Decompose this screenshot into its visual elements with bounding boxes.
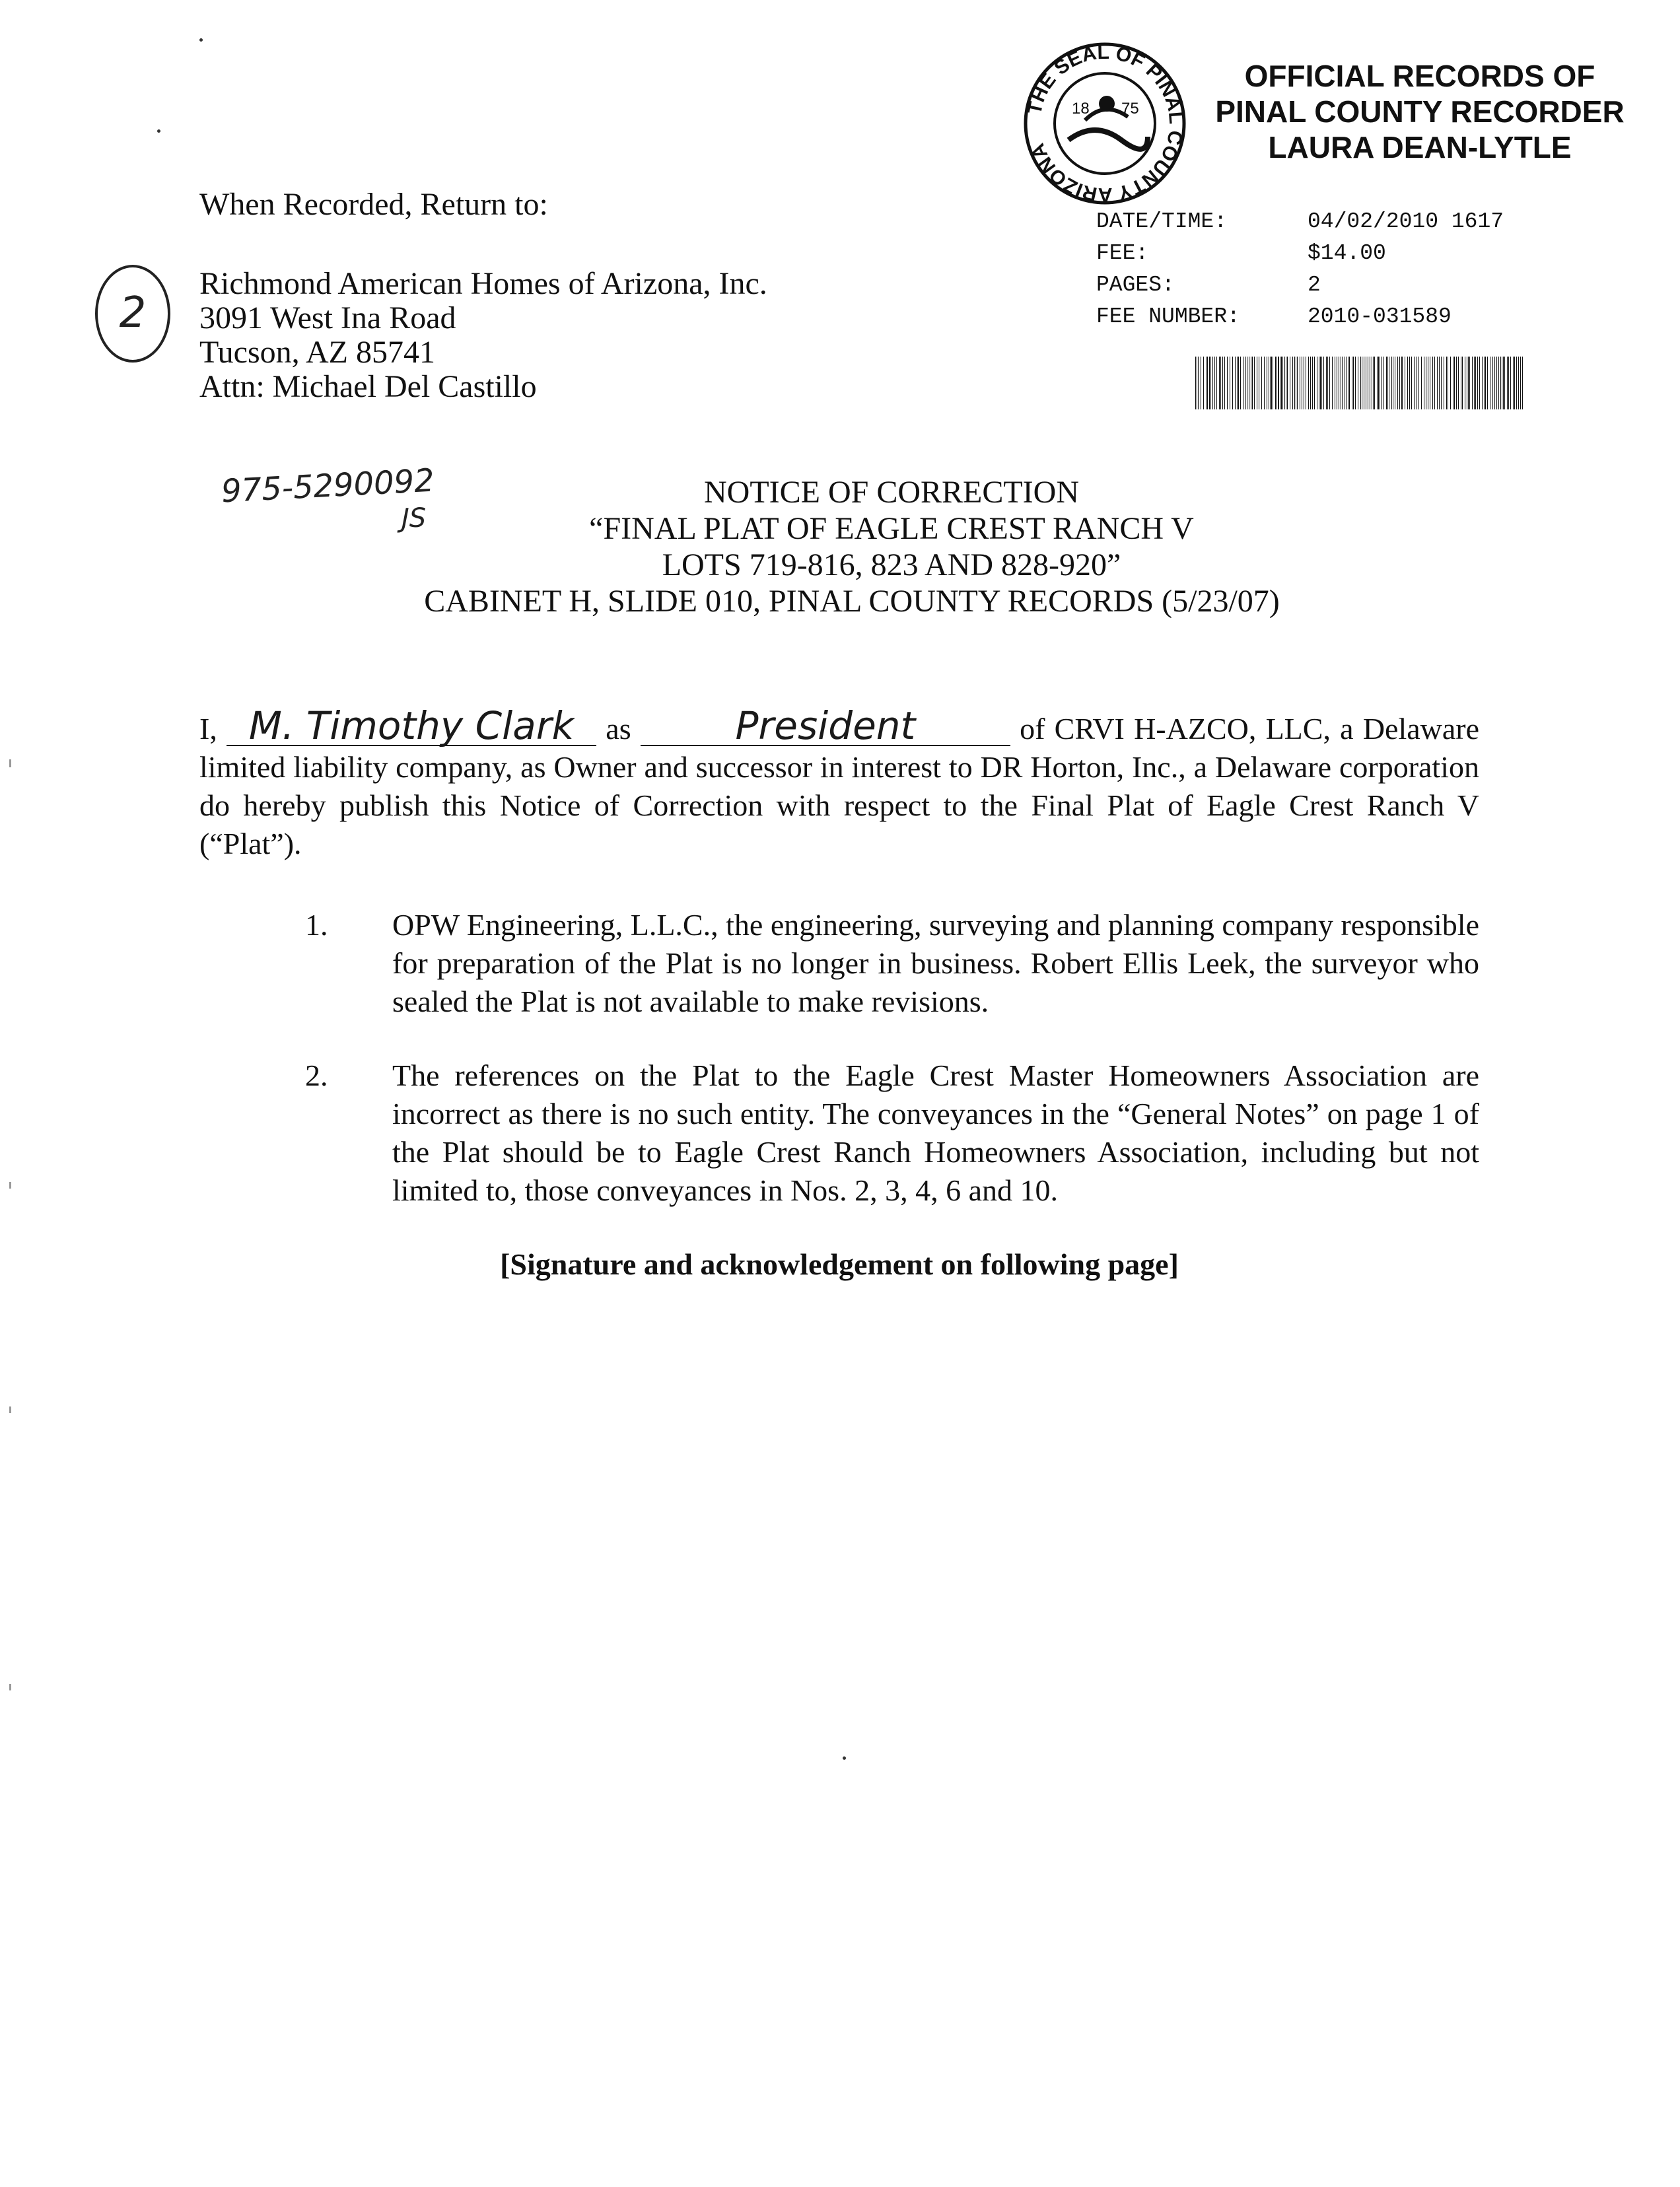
recording-label: FEE: (1096, 241, 1149, 265)
title-line: CABINET H, SLIDE 010, PINAL COUNTY RECORDS (5/23/07) (424, 584, 1280, 619)
handwritten-signer-title: President (641, 707, 1010, 746)
barcode-bar (1314, 357, 1315, 409)
barcode-bar (1485, 357, 1486, 409)
barcode-bar (1210, 357, 1211, 409)
return-to-label: When Recorded, Return to: (199, 187, 548, 222)
list-item (199, 906, 1479, 1021)
scan-margin-mark (9, 1684, 11, 1690)
seal-year-right: 75 (1121, 100, 1139, 118)
barcode-bar (1439, 357, 1440, 409)
barcode-bar (1434, 357, 1435, 409)
barcode-bar (1391, 357, 1392, 409)
barcode-bar (1518, 357, 1519, 409)
recorder-title-line: PINAL COUNTY RECORDER (1215, 94, 1625, 129)
barcode-bar (1329, 357, 1330, 409)
barcode-bar (1381, 357, 1382, 409)
address-line: Richmond American Homes of Arizona, Inc. (199, 266, 767, 301)
barcode-bar (1212, 357, 1213, 409)
address-line: 3091 West Ina Road (199, 300, 456, 335)
barcode-bar (1437, 357, 1438, 409)
barcode-bar (1294, 357, 1295, 409)
barcode-bar (1514, 357, 1515, 409)
barcode-bar (1374, 357, 1375, 409)
barcode-bar (1261, 357, 1262, 409)
barcode-bar (1206, 357, 1207, 409)
recording-value: 04/02/2010 1617 (1308, 209, 1504, 234)
barcode-bar (1510, 357, 1511, 409)
barcode-bar (1310, 357, 1311, 409)
barcode-bar (1220, 357, 1221, 409)
scan-margin-mark (9, 1406, 11, 1413)
barcode-bar (1513, 357, 1514, 409)
recording-row-fee (1096, 238, 1504, 269)
barcode-bar (1386, 357, 1387, 409)
address-line: Tucson, AZ 85741 (199, 335, 435, 370)
recording-row-pages (1096, 269, 1504, 301)
recorder-title-line: OFFICIAL RECORDS OF (1244, 59, 1595, 93)
barcode-bar (1407, 357, 1408, 409)
barcode-bar (1308, 357, 1309, 409)
barcode-bar (1292, 357, 1293, 409)
barcode-bar (1264, 357, 1265, 409)
barcode-bar (1441, 357, 1442, 409)
item-text: OPW Engineering, L.L.C., the engineering, surveying and planning company responsible for preparation of the Plat is no longer in business. Robert Ellis Leek, the surveyor who sealed the Plat is not available to make revisions. (392, 908, 1479, 1018)
barcode-bar (1224, 357, 1225, 409)
recorder-title-line: LAURA DEAN-LYTLE (1268, 130, 1572, 164)
barcode-bar (1327, 357, 1328, 409)
barcode-bar (1275, 357, 1276, 409)
barcode-bar (1520, 357, 1521, 409)
barcode-bar (1332, 357, 1333, 409)
barcode-bar (1323, 357, 1324, 409)
barcode-bar (1508, 357, 1509, 409)
return-address (199, 267, 767, 404)
barcode-bar (1387, 357, 1388, 409)
barcode-bar (1355, 357, 1356, 409)
circled-number-text: 2 (119, 289, 147, 337)
barcode-bar (1484, 357, 1485, 409)
handwritten-initials: JS (402, 503, 427, 534)
barcode-bar (1487, 357, 1488, 409)
intro-prefix: I, (199, 712, 217, 746)
barcode-bar (1492, 357, 1493, 409)
item-number: 2. (305, 1059, 328, 1092)
intro-suffix: of CRVI H-AZCO, LLC, a Delaware limited liability company, as Owner and successor in interest to DR Horton, Inc., a Delaware corporation do hereby publish this Notice of Correction with respect to the Final Plat of Eagle Crest Ranch V (“Plat”). (199, 712, 1480, 860)
barcode (1195, 357, 1525, 409)
title-line: LOTS 719-816, 823 AND 828-920” (662, 547, 1121, 582)
barcode-bar (1278, 357, 1279, 409)
barcode-bar (1482, 357, 1483, 409)
barcode-bar (1475, 357, 1476, 409)
barcode-bar (1281, 357, 1282, 409)
scan-speck (199, 38, 203, 42)
barcode-bar (1203, 357, 1204, 409)
barcode-bar (1287, 357, 1288, 409)
barcode-bar (1219, 357, 1220, 409)
seal-ring-text: THE SEAL OF PINAL COUNTY ARIZONA (1023, 41, 1187, 206)
barcode-bar (1216, 357, 1217, 409)
barcode-bar (1360, 357, 1361, 409)
barcode-bar (1235, 357, 1236, 409)
list-item (199, 1057, 1479, 1210)
signature-note: [Signature and acknowledgement on following page] (500, 1247, 1179, 1281)
barcode-bar (1238, 357, 1239, 409)
barcode-bar (1237, 357, 1238, 409)
document-title (291, 474, 1413, 619)
barcode-bar (1320, 357, 1321, 409)
barcode-bar (1397, 357, 1398, 409)
barcode-bar (1222, 357, 1223, 409)
barcode-bar (1245, 357, 1246, 409)
barcode-bar (1209, 357, 1210, 409)
scan-margin-mark (9, 759, 11, 767)
handwritten-signer-name: M. Timothy Clark (227, 707, 596, 746)
barcode-bar (1399, 357, 1400, 409)
barcode-bar (1377, 357, 1378, 409)
recording-label: FEE NUMBER: (1096, 304, 1240, 329)
scan-margin-mark (9, 1182, 11, 1189)
barcode-bar (1498, 357, 1499, 409)
recording-value: 2010-031589 (1308, 304, 1452, 329)
recording-label: PAGES: (1096, 273, 1175, 297)
barcode-bar (1284, 357, 1285, 409)
barcode-bar (1409, 357, 1410, 409)
barcode-bar (1346, 357, 1347, 409)
barcode-bar (1418, 357, 1419, 409)
barcode-bar (1232, 357, 1233, 409)
barcode-bar (1450, 357, 1451, 409)
barcode-bar (1271, 357, 1272, 409)
seal-year-left: 18 (1072, 100, 1090, 118)
barcode-bar (1198, 357, 1199, 409)
scan-speck (157, 129, 160, 133)
barcode-bar (1282, 357, 1283, 409)
barcode-bar (1312, 357, 1313, 409)
barcode-bar (1383, 357, 1384, 409)
recording-label: DATE/TIME: (1096, 209, 1228, 234)
intro-paragraph (199, 703, 1480, 863)
title-line: “FINAL PLAT OF EAGLE CREST RANCH V (589, 511, 1194, 546)
barcode-bar (1507, 357, 1508, 409)
barcode-bar (1214, 357, 1215, 409)
barcode-bar (1494, 357, 1495, 409)
barcode-bar (1479, 357, 1480, 409)
barcode-bar (1227, 357, 1228, 409)
barcode-bar (1254, 357, 1255, 409)
item-number: 1. (305, 908, 328, 942)
barcode-bar (1321, 357, 1322, 409)
barcode-bar (1500, 357, 1501, 409)
barcode-bar (1297, 357, 1298, 409)
recording-info (1096, 206, 1504, 333)
barcode-bar (1458, 357, 1459, 409)
barcode-bar (1326, 357, 1327, 409)
barcode-bar (1454, 357, 1455, 409)
title-line: NOTICE OF CORRECTION (703, 475, 1079, 510)
barcode-bar (1252, 357, 1253, 409)
barcode-bar (1468, 357, 1469, 409)
recorder-title (1208, 58, 1631, 165)
barcode-bar (1342, 357, 1343, 409)
address-line: Attn: Michael Del Castillo (199, 369, 537, 404)
recording-value: 2 (1308, 273, 1321, 297)
handwritten-file-number: 975-5290092 (220, 462, 435, 510)
county-seal (1022, 41, 1187, 206)
svg-text:THE SEAL OF PINAL COUNTY ARIZO (1024, 42, 1187, 205)
barcode-bar (1353, 357, 1354, 409)
barcode-bar (1462, 357, 1463, 409)
barcode-bar (1474, 357, 1475, 409)
barcode-bar (1469, 357, 1470, 409)
barcode-bar (1411, 357, 1412, 409)
barcode-bar (1477, 357, 1478, 409)
intro-as: as (606, 712, 631, 746)
barcode-bar (1522, 357, 1523, 409)
barcode-bar (1378, 357, 1379, 409)
barcode-bar (1195, 357, 1196, 409)
barcode-bar (1432, 357, 1433, 409)
barcode-bar (1349, 357, 1350, 409)
barcode-bar (1446, 357, 1447, 409)
recording-value: $14.00 (1308, 241, 1386, 265)
barcode-bar (1421, 357, 1422, 409)
barcode-bar (1504, 357, 1505, 409)
barcode-bar (1496, 357, 1497, 409)
recording-row-datetime (1096, 206, 1504, 238)
barcode-bar (1472, 357, 1473, 409)
barcode-bar (1207, 357, 1208, 409)
barcode-bar (1240, 357, 1241, 409)
circled-number (90, 261, 176, 366)
scan-speck (843, 1756, 846, 1760)
barcode-bar (1401, 357, 1403, 409)
barcode-bar (1414, 357, 1415, 409)
item-text: The references on the Plat to the Eagle Crest Master Homeowners Association are incorrect as there is no such entity. The conveyances in the “General Notes” on page 1 of the Plat should be to Eagle Crest Ranch Homeowners Association, including but not limited to, those conveyances in Nos. 2, 3, 4, 6 and 10. (392, 1059, 1479, 1207)
barcode-bar (1516, 357, 1517, 409)
barcode-bar (1270, 357, 1271, 409)
barcode-bar (1373, 357, 1374, 409)
recording-row-fee-number (1096, 301, 1504, 333)
barcode-bar (1503, 357, 1504, 409)
barcode-bar (1456, 357, 1457, 409)
